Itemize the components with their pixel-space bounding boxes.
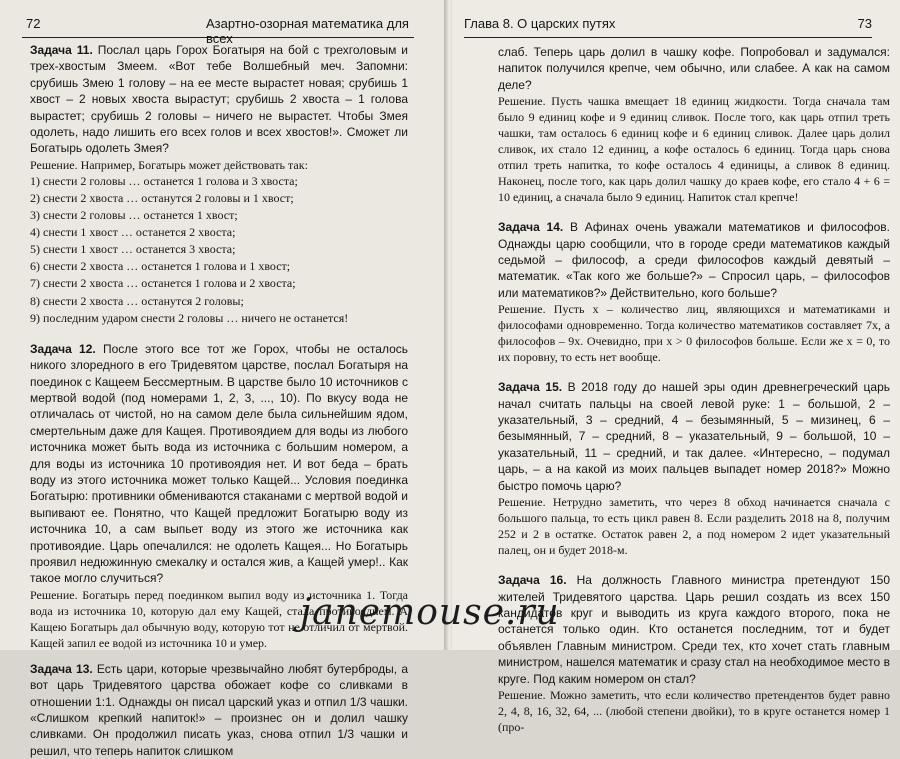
left-page-number: 72 (26, 16, 41, 31)
task-12 (30, 341, 408, 587)
task-16-text: На должность Главного министра претендуют 150 жителей Тридевятого царства. Царь решил создать из всех 150 кандидатов круг и выводить из круга каждого второго, пока не останется только один. Кто останется последним, тот и будет объявлен Главным министром. Среди тех, кто хочет стать главным министром, нашелся математик и сразу стал на необходимое место в круге. Под каким номером он стал? (498, 573, 890, 686)
right-page-header (464, 15, 872, 38)
list-item: 7) снести 2 хвоста … останется 1 голова и 2 хвоста; (30, 276, 296, 291)
task-11-label: Задача 11. (30, 43, 93, 57)
list-item: 6) снести 2 хвоста … останется 1 голова и 1 хвост; (30, 259, 291, 274)
task-14 (498, 219, 890, 301)
list-item: 8) снести 2 хвоста … останутся 2 головы; (30, 293, 244, 308)
task-15-text: В 2018 году до нашей эры один древнегреческий царь начал считать пальцы на своей левой руке: 1 – большой, 2 – указательный, 3 – средний, 4 – безымянный, 5 – мизинец, 6 – безымянный, 7 – средний, 8 – указательный, 9 – большой, 10 – указательный, 11 – средний, и так далее. «Интересно, – подумал царь, – а на какой из моих пальцев выпадет номер 2018?» Можно быстро помочь царю? (498, 380, 890, 493)
task-16-solution: Решение. Можно заметить, что если количество претендентов будет равно 2, 4, 8, 16, 32, 64, ... (любой степени двойки), то в круге останется номер 1 (про- (498, 687, 890, 734)
task-15 (498, 379, 890, 494)
list-item: 2) снести 2 хвоста … останутся 2 головы и 1 хвост; (30, 190, 294, 205)
task-11-steps (30, 173, 408, 327)
list-item: 1) снести 2 головы … останется 1 голова и 3 хвоста; (30, 173, 298, 188)
task-13-text: Есть цари, которые чрезвычайно любят бутерброды, а вот царь Тридевятого царства обожает кофе со сливками в отношении 1:1. Однажды он писал царский указ и отпил 1/3 чашки. «Слишком крепкий напиток!» – произнес он и долил чашку сливками. Он продолжил писать указ, снова отпил 1/3 чашки и решил, что теперь напиток слишком (30, 661, 409, 758)
task-16-label: Задача 16. (498, 573, 567, 588)
left-page (0, 0, 448, 758)
watermark: janemouse.ru (300, 592, 560, 633)
list-item: 3) снести 2 головы … останется 1 хвост; (30, 208, 238, 223)
task-13-continuation: слаб. Теперь царь долил в чашку кофе. Попробовал и задумался: напиток получился крепче, чем обычно, или слабее. А как на самом деле? (498, 45, 890, 92)
task-12-text: После этого все тот же Горох, чтобы не осталось никого злоредного в его Тридевятом царстве, послал Богатыря на поединок с Кащеем Бессмертным. В царстве было 10 источников с мертвой водой (под номерами 1, 2, 3, ..., 10). По вкусу вода не отличалась от чистой, но на самом деле была сильнейшим ядом, смертельным даже для Кащея. Противоядием для воды из любого источника может быть вода из источника с большим номером, а для воды из источника 10 противоядия нет. И вот беда – брать воду из этого источника может только Кащей... Условия поединка Богатырю: противники обмениваются стаканами с мертвой водой и выпивают ее. Понятно, что Кащей предложит Богатырю воду из источника 10, а сам выпьет воду из этого же источника как противоядие. Царь опечалился: не одолеть Кащея... Но Богатырь проявил недюжинную смекалку и остался жив, а Кащей умер!.. Как такое могло случиться? (30, 341, 408, 586)
left-running-title: Азартно-озорная математика для всех (206, 16, 409, 46)
task-14-label: Задача 14. (498, 220, 564, 235)
left-text-column (30, 42, 408, 759)
task-11-text: Послал царь Горох Богатыря на бой с трехголовым и трех-хвостым Змеем. «Вот тебе Волшебный меч. Запомни: срубишь Змею 1 голову – на ее месте вырастет новая; срубишь 1 хвост – 2 новых хвоста вырастут; срубишь 2 хвоста – 1 голова вырастет; срубишь 2 головы – ничего не вырастет. Чтобы Змея одолеть, надо лишить его всех голов и всех хвостов!». Сможет ли Богатырь одолеть Змея? (30, 43, 408, 156)
task-14-solution: Решение. Пусть x – количество лиц, являющихся и математиками и философами одновременно. Тогда количество математиков составляет 7x, а философов – 9x. Очевидно, при x > 0 философов больше. Если же x = 0, то их поровну, то есть нет вообще. (498, 302, 890, 365)
task-14-text: В Афинах очень уважали математиков и философов. Однажды царю сообщили, что в городе среди математиков каждый седьмой – философ, а среди философов каждый девятый – математик. «Так кого же больше?» – Спросил царь, – философов или математиков?» Действительно, кого больше? (498, 220, 891, 300)
list-item: 4) снести 1 хвост … останется 2 хвоста; (30, 225, 236, 240)
task-15-solution: Решение. Нетрудно заметить, что через 8 обход начинается сначала с большого пальца, то есть цикл равен 8. Если разделить 2018 на 8, получим 252 и 2 в остатке. Остаток равен 2, а под номером 2 идет указательный палец, он и будет 2018-м. (498, 495, 890, 558)
task-12-solution: Решение. Богатырь перед поединком выпил воду из источника 1. Тогда вода из источника 10, которую дал ему Кащей, стала противоядием. А Кащею Богатырь дал обычную воду, которую тот не отличил от мертвой. Кащей запил ее водой из источника 10 и умер. (30, 587, 408, 650)
task-13-label: Задача 13. (30, 661, 93, 676)
task-13-solution: Решение. Пусть чашка вмещает 18 единиц жидкости. Тогда сначала там было 9 единиц кофе и 9 единиц сливок. После того, как царь отпил треть чашки, там осталось 6 единиц кофе и 6 единиц сливок. Далее царь долил сливок, их стало 12 единиц, а кофе осталось 6 единиц. Тогда царь снова отпил треть напитка, то кофе осталось 4 единицы, а сливок 8 единиц. Наконец, после того, как царь долил чашку до краев кофе, его стало 4 + 6 = 10 единиц, а сначала было 9 единиц. Напиток стал крепче! (498, 94, 890, 205)
list-item: 9) последним ударом снести 2 головы … ничего не останется! (30, 310, 349, 325)
task-13 (30, 661, 408, 759)
right-page (452, 0, 900, 734)
list-item: 5) снести 1 хвост … останется 3 хвоста; (30, 242, 236, 257)
task-11-solution-intro: Решение. Например, Богатырь может действовать так: (30, 157, 308, 172)
left-page-header (22, 15, 414, 46)
task-15-label: Задача 15. (498, 380, 563, 395)
task-11 (30, 42, 408, 157)
task-12-label: Задача 12. (30, 341, 96, 356)
right-page-number: 73 (857, 16, 872, 31)
right-running-title: Глава 8. О царских путях (464, 16, 616, 31)
